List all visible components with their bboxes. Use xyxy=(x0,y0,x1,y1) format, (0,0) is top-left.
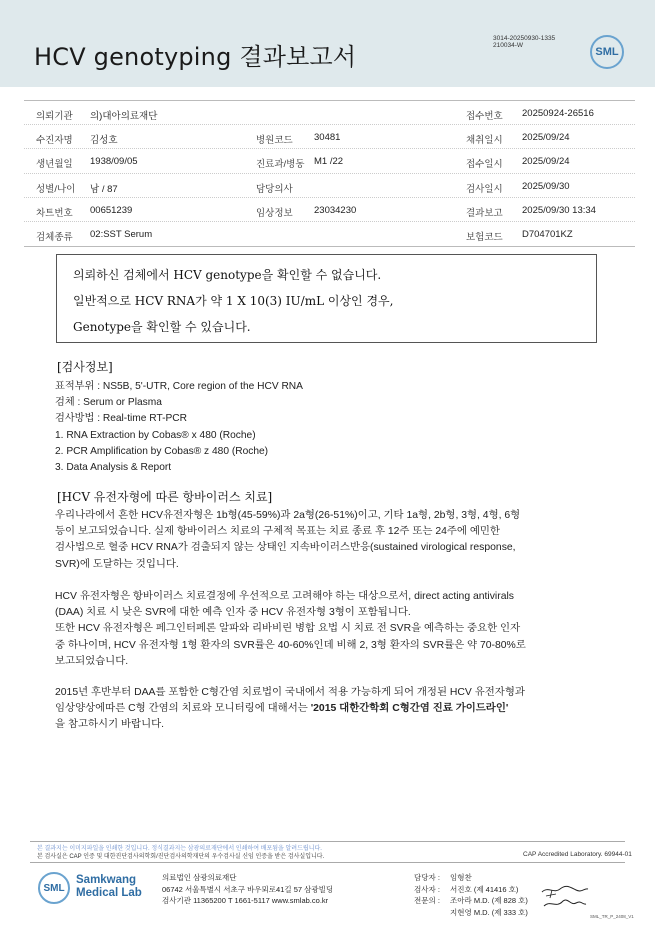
staff-entry xyxy=(414,907,528,919)
info-label: 차트번호 xyxy=(36,207,73,219)
paragraph-line: (DAA) 치료 시 낮은 SVR에 대한 예측 인자 중 HCV 유전자형 3형이 포함됩니다. xyxy=(55,607,411,619)
info-label: 생년월일 xyxy=(36,159,73,171)
info-label: 의뢰기관 xyxy=(36,111,73,122)
treatment-paragraph-2 xyxy=(55,589,615,670)
info-value: 2025/09/30 13:34 xyxy=(522,204,596,216)
sml-logo: SML xyxy=(590,35,624,69)
cap-accreditation: CAP Accredited Laboratory. 69944-01 xyxy=(523,851,632,858)
staff-name: 지현영 M.D. (제 333 호) xyxy=(450,907,528,917)
info-row xyxy=(24,174,635,198)
exam-info-heading: [검사정보] xyxy=(57,360,113,374)
staff-name: 조아라 M.D. (제 828 호) xyxy=(450,896,528,905)
paragraph-line: 우리나라에서 흔한 HCV유전자형은 1b형(45-59%)과 2a형(26-51%)이고, 기타 1a형, 2b형, 3형, 4형, 6형 xyxy=(55,510,521,521)
info-label: 진료과/병동 xyxy=(256,159,305,171)
info-value: D704701KZ xyxy=(522,228,573,240)
paragraph-line: 등이 보고되었습니다. 실제 항바이러스 치료의 구체적 목표는 치료 종료 후 12주 또는 24주에 예민한 xyxy=(55,526,500,538)
info-value: 2025/09/24 xyxy=(522,156,570,168)
info-label: 병원코드 xyxy=(256,135,293,147)
info-label: 담당의사 xyxy=(256,183,293,195)
result-box xyxy=(56,254,597,343)
info-label: 검사일시 xyxy=(466,183,503,195)
report-header xyxy=(0,0,655,87)
document-id: 3014-20250930-1335 210034-W xyxy=(493,35,556,49)
staff-name: 임형찬 xyxy=(450,873,472,882)
exam-info-line: 검사방법 : Real-time RT-PCR xyxy=(55,413,188,425)
footer-divider xyxy=(30,841,625,842)
footer-divider-2 xyxy=(30,862,625,863)
info-value: 23034230 xyxy=(314,204,357,216)
info-label: 결과보고 xyxy=(466,207,503,219)
treatment-heading: [HCV 유전자형에 따른 항바이러스 치료] xyxy=(57,490,273,504)
exam-info-line: 검체 : Serum or Plasma xyxy=(55,397,162,409)
samkwang-logo-text: Samkwang Medical Lab xyxy=(76,874,142,899)
info-value: M1 /22 xyxy=(314,156,344,168)
staff-name: 서진호 (제 41416 호) xyxy=(450,884,519,894)
staff-role: 전문의 : xyxy=(414,896,440,905)
patient-info-table xyxy=(24,100,635,247)
info-value: 20250924-26516 xyxy=(522,108,594,119)
info-row xyxy=(24,125,635,149)
exam-info-line: 표적부위 : NS5B, 5'-UTR, Core region of the HCV RNA xyxy=(55,381,303,392)
exam-info-line: 2. PCR Amplification by Cobas® z 480 (Roche) xyxy=(55,445,269,457)
info-label: 보험코드 xyxy=(466,231,503,243)
paragraph-line: HCV 유전자형은 항바이러스 치료결정에 우선적으로 고려해야 하는 대상으로서, direct acting antivirals xyxy=(55,591,514,602)
info-row xyxy=(24,198,635,222)
treatment-paragraph-3: 2015년 후반부터 DAA를 포함한 C형간염 치료법이 국내에서 적용 가능하게 되어 개정된 HCV 유전자형과 임상양상에따른 C형 간염의 치료와 모니터링에 대해서는 '2015 대한간학회 C형간염 진료 가이드라인' 을 참고하시기 바랍니다. xyxy=(55,687,525,731)
info-label: 수진자명 xyxy=(36,135,73,147)
sml-logo-mark: SML xyxy=(38,872,70,904)
lab-address: 의료법인 삼광의료재단 06742 서울특별시 서초구 바우뫼로41길 57 삼광빌딩 검사기관 11365200 T 1661-5117 www.smlab.co.kr xyxy=(162,873,334,905)
info-value: 02:SST Serum xyxy=(90,228,153,240)
signature-image xyxy=(540,884,590,912)
treatment-paragraph-1 xyxy=(55,508,615,573)
staff-entry xyxy=(414,884,528,896)
info-row xyxy=(24,149,635,173)
result-line-1: 의뢰하신 검체에서 HCV genotype을 확인할 수 없습니다. xyxy=(73,268,382,282)
paragraph-line: 또한 HCV 유전자형은 페그인터페론 알파와 리바비린 병합 요법 시 치료 전 SVR을 예측하는 중요한 인자 xyxy=(55,623,521,635)
info-value: 김성호 xyxy=(90,135,118,147)
info-label: 성별/나이 xyxy=(36,183,76,195)
info-row xyxy=(24,101,635,125)
staff-entry xyxy=(414,895,528,907)
form-number: SML_TR_P_2408_V1 xyxy=(590,914,634,919)
info-label: 임상정보 xyxy=(256,207,293,219)
paragraph-line: SVR)에 도달하는 것입니다. xyxy=(55,558,179,570)
exam-info-line: 1. RNA Extraction by Cobas® x 480 (Roche) xyxy=(55,429,256,441)
result-line-3: Genotype을 확인할 수 있습니다. xyxy=(73,320,251,334)
info-value: 남 / 87 xyxy=(90,183,118,195)
info-label: 접수일시 xyxy=(466,159,503,171)
info-value: 30481 xyxy=(314,132,341,144)
info-value: 2025/09/24 xyxy=(522,132,570,144)
info-value: 의)대아의료재단 xyxy=(90,111,158,122)
print-warning: 본 결과지는 이미지파일을 인쇄한 것입니다. 정식결과지는 삼광의료재단에서 인쇄하여 배포됨을 알려드립니다. xyxy=(37,846,322,852)
report-title: HCV genotyping 결과보고서 xyxy=(34,43,357,71)
result-line-2: 일반적으로 HCV RNA가 약 1 X 10(3) IU/mL 이상인 경우, xyxy=(73,294,394,308)
exam-info-list xyxy=(55,379,303,476)
info-value: 1938/09/05 xyxy=(90,156,138,168)
certification-note: 본 검사실은 CAP 인증 및 대한진단검사의학회/진단검사의학재단의 우수검사실 신임 인증을 받은 검사실입니다. xyxy=(37,854,325,860)
staff-role: 검사자 : xyxy=(414,884,440,894)
info-label: 접수번호 xyxy=(466,111,503,122)
info-row xyxy=(24,222,635,246)
paragraph-line: 중 하나이며, HCV 유전자형 1형 환자의 SVR률은 40-60%인데 비해 2, 3형 환자의 SVR률은 약 70-80%로 xyxy=(55,639,526,651)
info-label: 채취일시 xyxy=(466,135,503,147)
staff-list xyxy=(414,872,528,918)
info-value: 2025/09/30 xyxy=(522,180,570,192)
info-label: 검체종류 xyxy=(36,231,73,243)
guideline-reference: '2015 대한간학회 C형간염 진료 가이드라인' xyxy=(310,703,509,715)
paragraph-line: 검사법으로 혈중 HCV RNA가 검출되지 않는 상태인 지속바이러스반응(sustained virological response, xyxy=(55,542,516,554)
exam-info-line: 3. Data Analysis & Report xyxy=(55,462,172,474)
paragraph-line: 보고되었습니다. xyxy=(55,655,129,667)
staff-entry xyxy=(414,872,528,884)
info-value: 00651239 xyxy=(90,204,133,216)
staff-role: 담당자 : xyxy=(414,873,440,882)
